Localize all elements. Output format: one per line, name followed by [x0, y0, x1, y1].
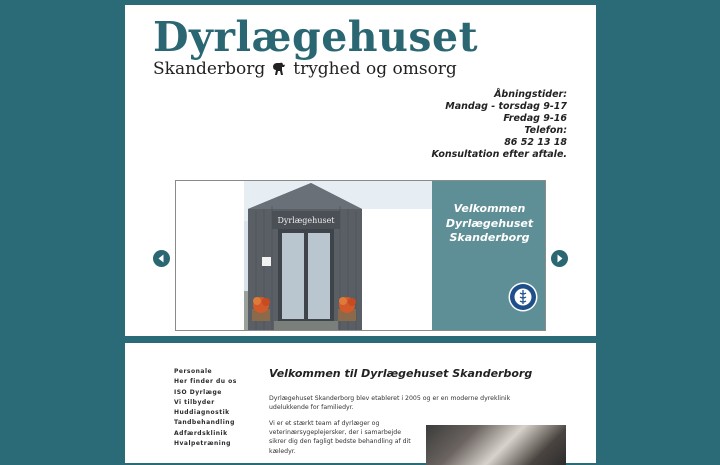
caption-line: Dyrlægehuset: [445, 216, 534, 230]
sidebar-nav: [174, 367, 237, 449]
intro-paragraph: Dyrlægehuset Skanderborg blev etableret i 2005 og er en moderne dyreklinik udelukkende for familiedyr.: [269, 395, 511, 412]
image-slider[interactable]: [175, 180, 546, 331]
sidebar-item-personale[interactable]: Personale: [174, 368, 213, 375]
certification-seal-icon: [508, 282, 538, 312]
phone-number[interactable]: 86 52 13 18: [504, 137, 567, 149]
page-title: Velkommen til Dyrlægehuset Skanderborg: [269, 367, 533, 380]
consultation-note: Konsultation efter aftale.: [431, 149, 567, 161]
slider-next-button[interactable]: [551, 250, 568, 267]
header-panel: [125, 5, 596, 336]
hours-weekdays: Mandag - torsdag 9-17: [445, 101, 567, 113]
logo-tagline: [153, 59, 457, 79]
slider-prev-button[interactable]: [153, 250, 170, 267]
chevron-right-icon: [551, 250, 568, 267]
sidebar-item-her-finder-du-os[interactable]: Her finder du os: [174, 378, 237, 386]
logo-sub-motto: tryghed og omsorg: [293, 59, 457, 79]
sidebar-item-adfaerdsklinik[interactable]: Adfærdsklinik: [174, 429, 228, 437]
caption-line: Skanderborg: [449, 231, 530, 244]
hours-label: Åbningstider:: [494, 89, 567, 100]
phone-label: Telefon:: [524, 125, 567, 137]
dog-icon: [270, 61, 288, 77]
chevron-left-icon: [153, 250, 170, 267]
logo-title[interactable]: Dyrlægehuset: [153, 13, 479, 61]
clinic-sign: Dyrlægehuset: [277, 216, 335, 225]
sidebar-item-tandbehandling[interactable]: Tandbehandling: [174, 419, 235, 427]
clinic-photo: [244, 181, 432, 331]
sidebar-item-huddiagnostik[interactable]: Huddiagnostik: [174, 409, 230, 417]
hours-friday: Fredag 9-16: [503, 113, 567, 125]
slider-caption-box: [432, 181, 546, 331]
caption-line: Velkommen: [453, 202, 526, 215]
logo-sub-town: Skanderborg: [153, 59, 266, 79]
sidebar-item-hvalpetraening[interactable]: Hvalpetræning: [174, 440, 231, 448]
slider-caption: [432, 202, 546, 246]
opening-hours: [431, 89, 567, 162]
cat-photo: [426, 425, 566, 465]
sidebar-item-vi-tilbyder[interactable]: Vi tilbyder: [174, 398, 215, 406]
content-panel: [125, 343, 596, 463]
team-paragraph: Vi er et stærkt team af dyrlæger og veterinærsygeplejersker, der i samarbejde sikrer dig den fagligt bedste behandling af dit kæledyr.: [269, 420, 411, 455]
sidebar-item-iso-dyrlaege[interactable]: ISO Dyrlæge: [174, 388, 222, 396]
